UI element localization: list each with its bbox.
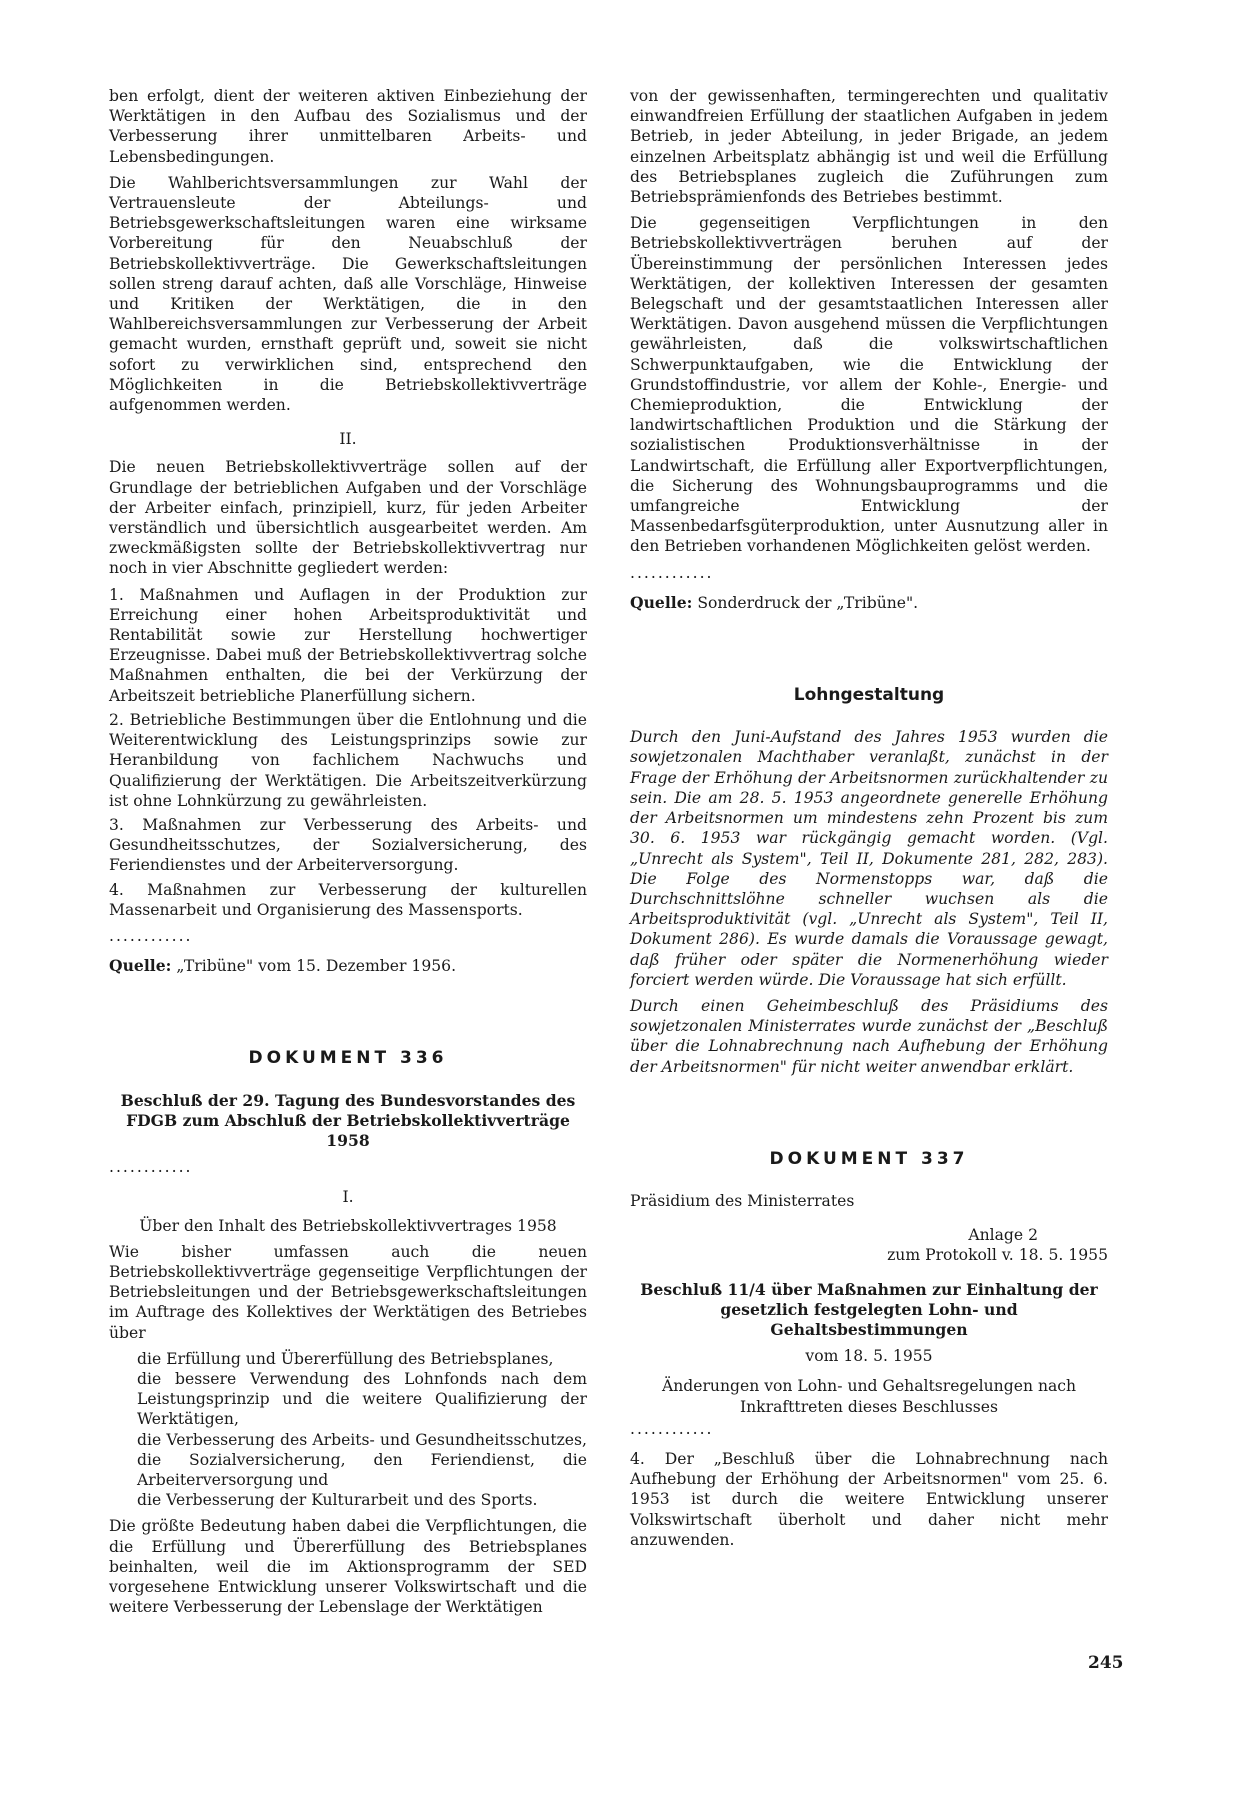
right-column xyxy=(630,86,1108,1554)
source-label: Quelle: xyxy=(630,592,693,612)
list-item: 2. Betriebliche Bestimmungen über die Entlohnung und die Weiterentwicklung des Leistungsprinzips sowie zur Heranbildung von fachlichem Nachwuchs und Qualifizierung der Werktätigen. Die Arbeitszeitverkürzung ist ohne Lohnkürzung zu gewährleisten. xyxy=(109,710,587,810)
paragraph: Die Wahlberichtsversammlungen zur Wahl der Vertrauensleute der Abteilungs- und Betriebsgewerkschaftsleitungen waren eine wirksame Vorbereitung für den Neuabschluß der Betriebskollektivverträge. Die Gewerkschaftsleitungen sollen streng darauf achten, daß alle Vorschläge, Hinweise und Kritiken der Werktätigen, die in den Wahlbereichsversammlungen zur Verbesserung der Arbeit gemacht wurden, ernsthaft geprüft und, soweit sie nicht sofort zu verwirklichen sind, entsprechend den Möglichkeiten in die Betriebskollektivverträge aufgenommen werden. xyxy=(109,173,587,415)
source-text: „Tribüne" vom 15. Dezember 1956. xyxy=(171,957,457,976)
paragraph: Die gegenseitigen Verpflichtungen in den Betriebskollektivverträgen beruhen auf der Übereinstimmung der persönlichen Interessen jedes Werktätigen, der kollektiven Interessen der gesamten Belegschaft und der gesamtstaatlichen Interessen aller Werktätigen. Davon ausgehend müssen die Verpflichtungen gewährleisten, daß die volkswirtschaftlichen Schwerpunktaufgaben, wie die Entwicklung der Grundstoffindustrie, vor allem der Kohle-, Energie- und Chemieproduktion, die Entwicklung der landwirtschaftlichen Produktion und die Stärkung der sozialistischen Produktionsverhältnisse in der Landwirtschaft, die Erfüllung aller Exportverpflichtungen, die Sicherung des Wohnungsbauprogramms und die umfangreiche Entwicklung der Massenbedarfsgüterproduktion, unter Ausnutzung aller in den Betrieben vorhandenen Möglichkeiten gelöst werden. xyxy=(630,214,1108,556)
omission-dots: ............ xyxy=(109,1158,193,1177)
source-text: Sonderdruck der „Tribüne". xyxy=(692,593,919,612)
resolution-title: Beschluß 11/4 über Maßnahmen zur Einhaltung der gesetzlich festgelegten Lohn- und Gehaltsbestimmungen xyxy=(640,1279,1098,1339)
indented-item: die Verbesserung der Kulturarbeit und des Sports. xyxy=(137,1491,538,1510)
omission-dots: ............ xyxy=(630,563,714,582)
document-heading: DOKUMENT 337 xyxy=(769,1148,969,1169)
section-heading: Lohngestaltung xyxy=(793,685,945,706)
list-item: 3. Maßnahmen zur Verbesserung des Arbeits- und Gesundheitsschutzes, der Sozialversicherung, des Feriendienstes und der Arbeiterversorgung. xyxy=(109,815,587,875)
issuer-line: Präsidium des Ministerrates xyxy=(630,1191,855,1210)
indented-item: die Verbesserung des Arbeits- und Gesundheitsschutzes, die Sozialversicherung, den Feriendienst, die Arbeiterversorgung und xyxy=(137,1430,587,1489)
list-item: 1. Maßnahmen und Auflagen in der Produktion zur Erreichung einer hohen Arbeitsproduktivität und Rentabilität sowie zur Herstellung hochwertiger Erzeugnisse. Dabei muß der Betriebskollektivvertrag solche Maßnahmen enthalten, die bei der Verkürzung der Arbeitszeit betriebliche Planerfüllung sichern. xyxy=(109,585,587,705)
source-line xyxy=(109,956,587,976)
editorial-note: Durch den Juni-Aufstand des Jahres 1953 wurden die sowjetzonalen Machthaber veranlaßt, zunächst in der Frage der Erhöhung der Arbeitsnormen zurückhaltender zu sein. Die am 28. 5. 1953 angeordnete generelle Erhöhung der Arbeitsnormen um mindestens zehn Prozent bis zum 30. 6. 1953 war rückgängig gemacht worden. (Vgl. „Unrecht als System", Teil II, Dokumente 281, 282, 283). Die Folge des Normenstopps war, daß die Durchschnittslöhne schneller wuchsen als die Arbeitsproduktivität (vgl. „Unrecht als System", Teil II, Dokument 286). Es wurde damals die Voraussage gewagt, daß früher oder später die Normenerhöhung wieder forciert werden würde. Die Voraussage hat sich erfüllt. xyxy=(630,728,1108,989)
editorial-note: Durch einen Geheimbeschluß des Präsidiums des sowjetzonalen Ministerrates wurde zunächst der „Beschluß über die Lohnabrechnung nach Aufhebung der Erhöhung der Arbeitsnormen" für nicht weiter anwendbar erklärt. xyxy=(630,996,1108,1076)
document-heading: DOKUMENT 336 xyxy=(248,1048,448,1069)
indented-item: die Erfüllung und Übererfüllung des Betriebsplanes, xyxy=(137,1349,554,1368)
page-number: 245 xyxy=(1088,1653,1124,1673)
left-column xyxy=(109,86,587,1623)
paragraph: ben erfolgt, dient der weiteren aktiven Einbeziehung der Werktätigen in den Aufbau des Sozialismus und der Verbesserung ihrer unmittelbaren Arbeits- und Lebensbedingungen. xyxy=(109,87,587,166)
source-label: Quelle: xyxy=(109,956,172,976)
omission-dots: ............ xyxy=(109,926,193,945)
section-subtitle: Änderungen von Lohn- und Gehaltsregelungen nach Inkrafttreten dieses Beschlusses xyxy=(661,1377,1077,1416)
section-numeral: II. xyxy=(339,430,357,449)
resolution-date: vom 18. 5. 1955 xyxy=(805,1347,933,1366)
list-item: 4. Der „Beschluß über die Lohnabrechnung nach Aufhebung der Erhöhung der Arbeitsnormen" vom 25. 6. 1953 ist durch die weitere Entwicklung unserer Volkswirtschaft überholt und daher nicht mehr anzuwenden. xyxy=(630,1449,1108,1549)
omission-dots: ............ xyxy=(630,1419,714,1438)
paragraph: Wie bisher umfassen auch die neuen Betriebskollektivverträge gegenseitige Verpflichtungen der Betriebsleitungen und der Betriebsgewerkschaftsleitungen im Auftrage des Kollektives der Werktätigen des Betriebes über xyxy=(109,1242,587,1342)
indented-item: die bessere Verwendung des Lohnfonds nach dem Leistungsprinzip und die weitere Qualifizierung der Werktätigen, xyxy=(137,1369,587,1429)
annex-line: zum Protokoll v. 18. 5. 1955 xyxy=(887,1246,1108,1265)
section-numeral: I. xyxy=(342,1188,354,1207)
paragraph: von der gewissenhaften, termingerechten und qualitativ einwandfreien Erfüllung der staatlichen Aufgaben in jedem Betrieb, in jeder Abteilung, in jeder Brigade, an jedem einzelnen Arbeitsplatz abhängig ist und weil die Erfüllung des Betriebsplanes zugleich die Zuführungen zum Betriebsprämienfonds des Betriebes bestimmt. xyxy=(630,87,1108,207)
source-line xyxy=(630,593,1108,613)
document-title: Beschluß der 29. Tagung des Bundesvorstandes des FDGB zum Abschluß der Betriebskollektivverträge 1958 xyxy=(120,1090,576,1150)
paragraph: Die neuen Betriebskollektivverträge sollen auf der Grundlage der betrieblichen Aufgaben und der Vorschläge der Arbeiter einfach, prinzipiell, kurz, für jeden Arbeiter verständlich und übersichtlich ausgearbeitet werden. Am zweckmäßigsten sollte der Betriebskollektivvertrag nur noch in vier Abschnitte gegliedert werden: xyxy=(109,458,587,578)
paragraph: Die größte Bedeutung haben dabei die Verpflichtungen, die die Erfüllung und Übererfüllung des Betriebsplanes beinhalten, weil die im Aktionsprogramm der SED vorgesehene Entwicklung unserer Volkswirtschaft und die weitere Verbesserung der Lebenslage der Werktätigen xyxy=(109,1517,587,1617)
annex-line: Anlage 2 xyxy=(968,1226,1038,1245)
section-subtitle: Über den Inhalt des Betriebskollektivvertrages 1958 xyxy=(139,1216,557,1235)
list-item: 4. Maßnahmen zur Verbesserung der kulturellen Massenarbeit und Organisierung des Massensports. xyxy=(109,880,587,919)
